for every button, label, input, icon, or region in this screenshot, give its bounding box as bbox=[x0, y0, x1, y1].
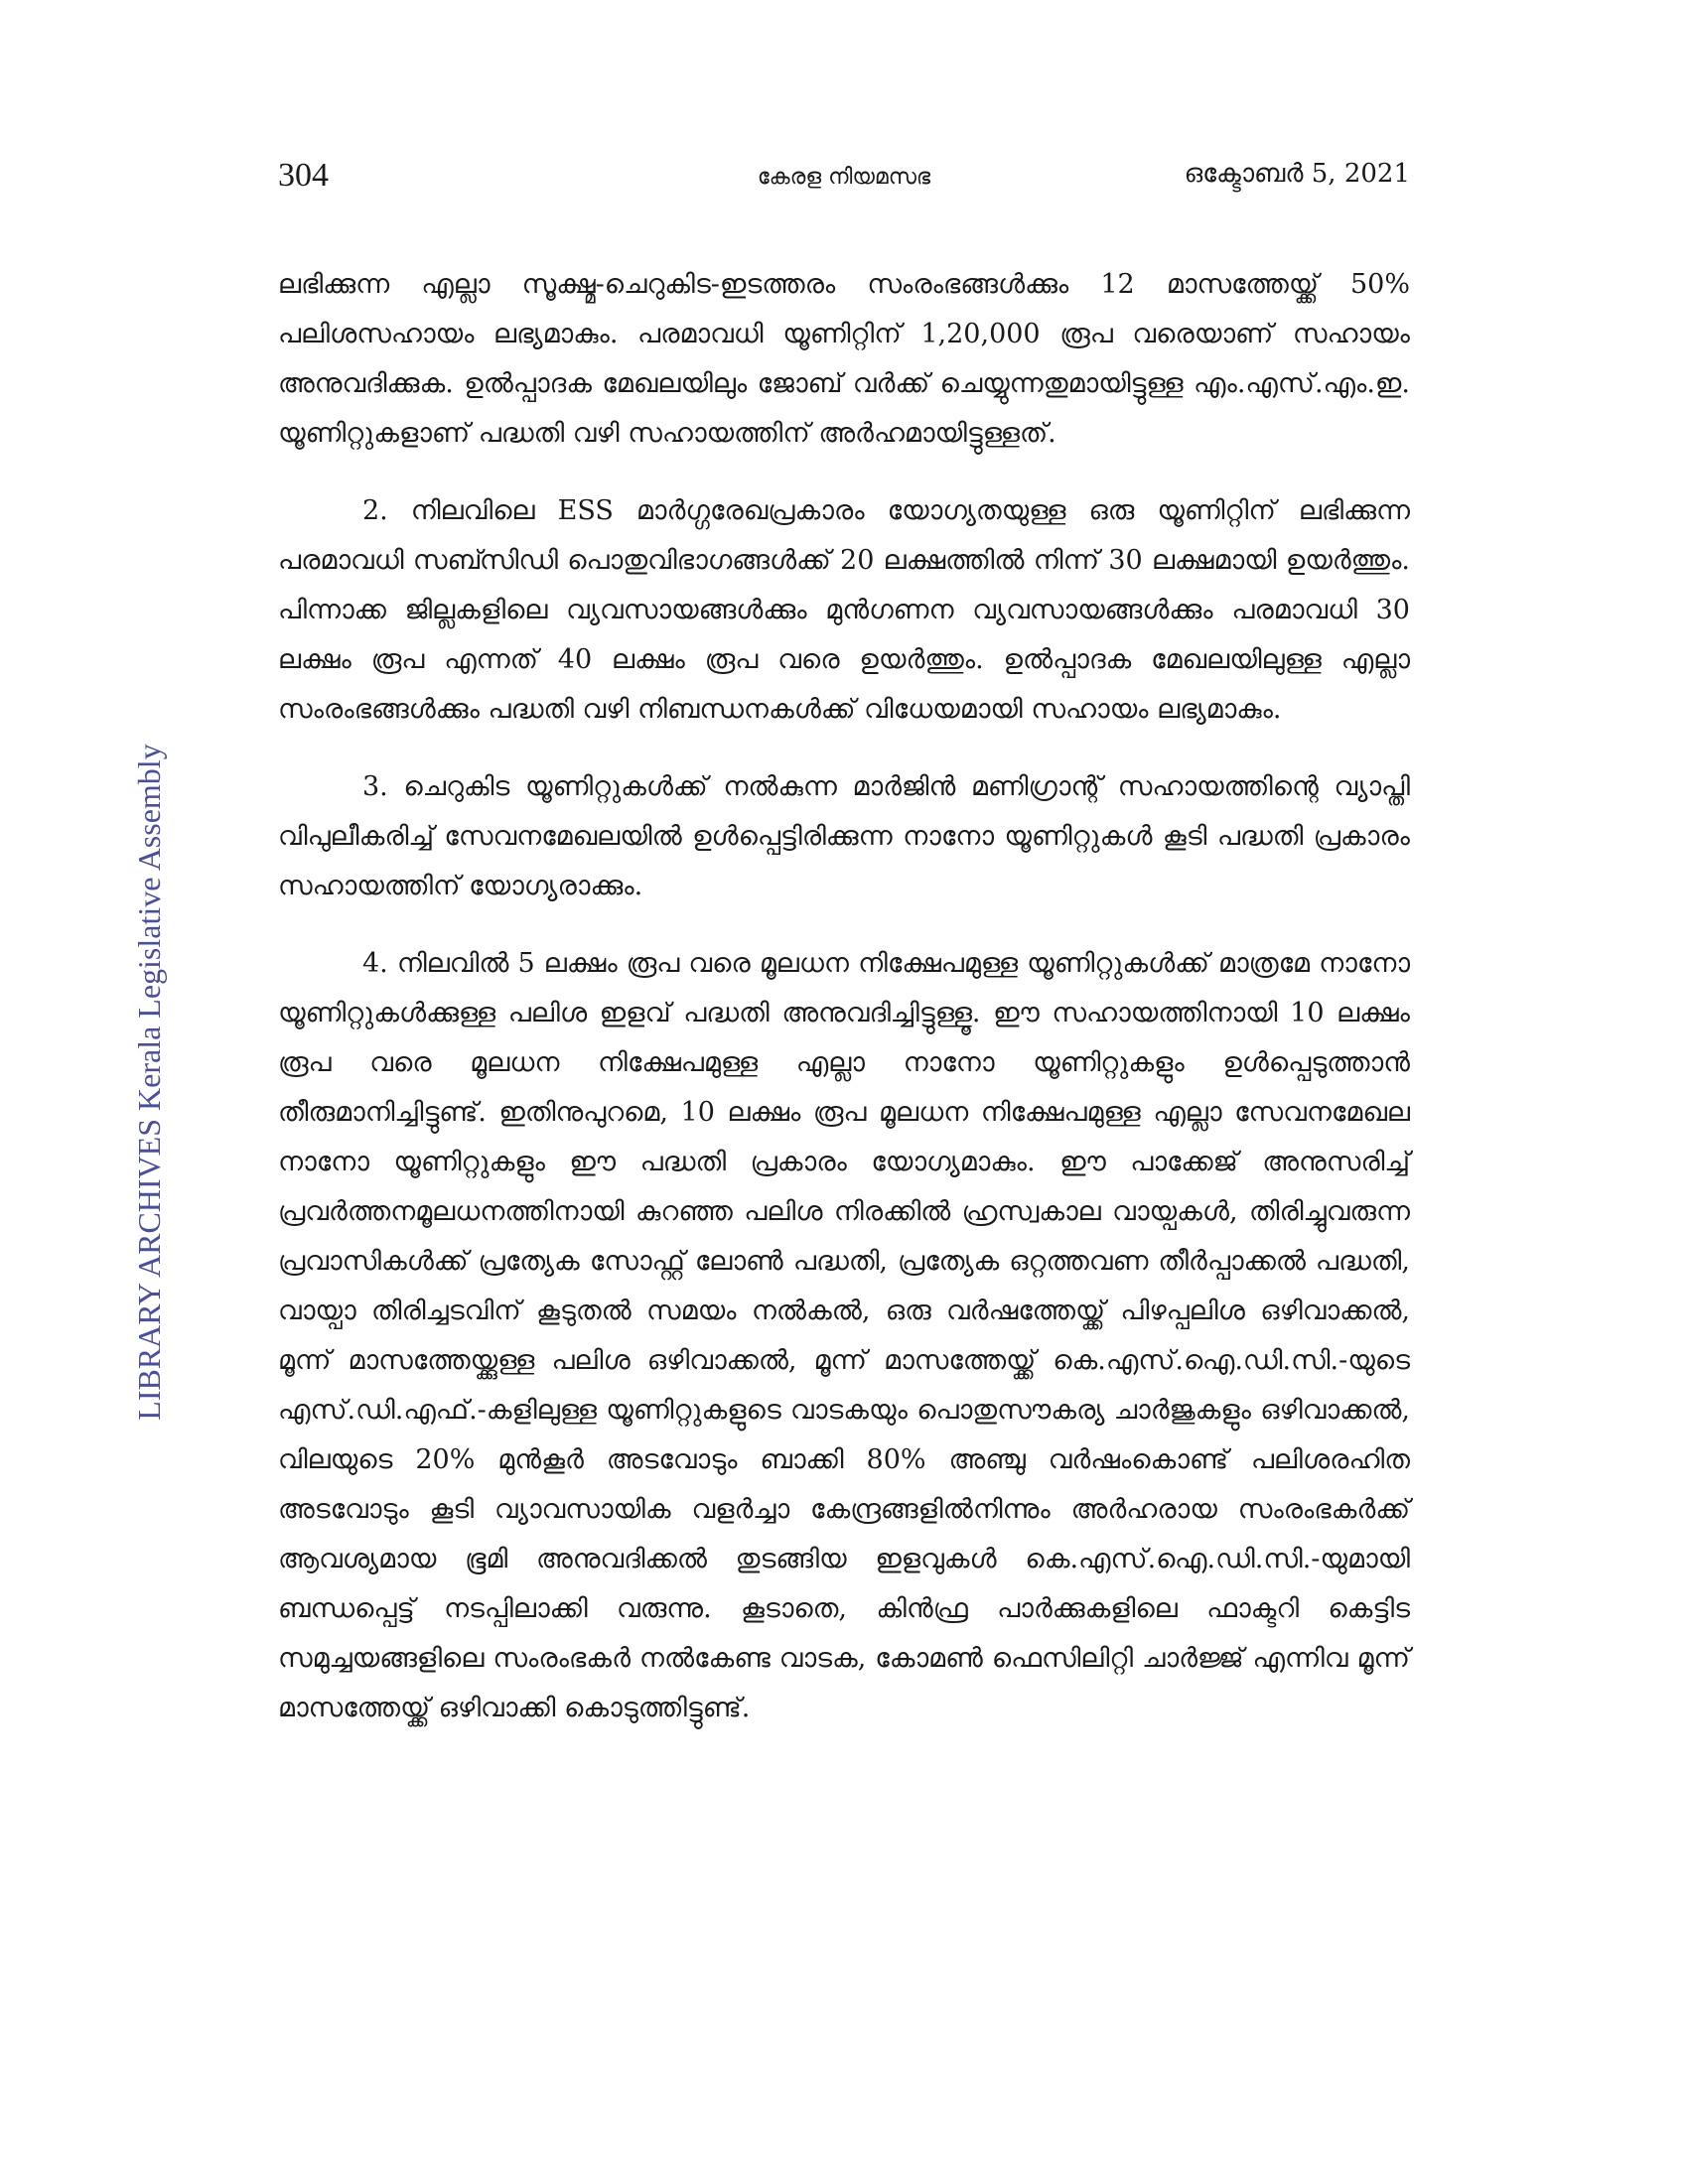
library-archives-watermark: LIBRARY ARCHIVES Kerala Legislative Assembly bbox=[131, 744, 167, 1421]
page-number: 304 bbox=[278, 157, 329, 194]
paragraph-point-3: 3. ചെറുകിട യൂണിറ്റുകൾക്ക് നൽകുന്ന മാർജിൻ മണിഗ്രാന്റ് സഹായത്തിന്റെ വ്യാപ്തി വിപുലീകരിച്ച് സേവനമേഖലയിൽ ഉൾപ്പെട്ടിരിക്കുന്ന നാനോ യൂണിറ്റുകൾ കൂടി പദ്ധതി പ്രകാരം സഹായത്തിന് യോഗ്യരാക്കും. bbox=[278, 771, 1410, 901]
assembly-name: കേരള നിയമസഭ bbox=[757, 165, 931, 190]
paragraph-point-4: 4. നിലവിൽ 5 ലക്ഷം രൂപ വരെ മൂലധന നിക്ഷേപമുള്ള യൂണിറ്റുകൾക്ക് മാത്രമേ നാനോ യൂണിറ്റുകൾക്കുള്ള പലിശ ഇളവ് പദ്ധതി അനുവദിച്ചിട്ടുള്ളൂ. ഈ സഹായത്തിനായി 10 ലക്ഷം രൂപ വരെ മൂലധന നിക്ഷേപമുള്ള എല്ലാ നാനോ യൂണിറ്റുകളും ഉൾപ്പെടുത്താൻ തീരുമാനിച്ചിട്ടുണ്ട്. ഇതിനുപുറമെ, 10 ലക്ഷം രൂപ മൂലധന നിക്ഷേപമുള്ള എല്ലാ സേവനമേഖല നാനോ യൂണിറ്റുകളും ഈ പദ്ധതി പ്രകാരം യോഗ്യമാകും. ഈ പാക്കേജ് അനുസരിച്ച് പ്രവർത്തനമൂലധനത്തിനായി കുറഞ്ഞ പലിശ നിരക്കിൽ ഹ്രസ്വകാല വായ്പകൾ, തിരിച്ചുവരുന്ന പ്രവാസികൾക്ക് പ്രത്യേക സോഫ്റ്റ് ലോൺ പദ്ധതി, പ്രത്യേക ഒറ്റത്തവണ തീർപ്പാക്കൽ പദ്ധതി, വായ്പാ തിരിച്ചടവിന് കൂടുതൽ സമയം നൽകൽ, ഒരു വർഷത്തേയ്ക്ക് പിഴപ്പലിശ ഒഴിവാക്കൽ, മൂന്ന് മാസത്തേയ്ക്കുള്ള പലിശ ഒഴിവാക്കൽ, മൂന്ന് മാസത്തേയ്ക്ക് കെ.എസ്.ഐ.ഡി.സി.-യുടെ എസ്.ഡി.എഫ്.-കളിലുള്ള യൂണിറ്റുകളുടെ വാടകയും പൊതുസൗകര്യ ചാർജുകളും ഒഴിവാക്കൽ, വിലയുടെ 20% മുൻകൂർ അടവോടും ബാക്കി 80% അഞ്ചു വർഷംകൊണ്ട് പലിശരഹിത അടവോടും കൂടി വ്യാവസായിക വളർച്ചാ കേന്ദ്രങ്ങളിൽനിന്നും അർഹരായ സംരംഭകർക്ക് ആവശ്യമായ ഭൂമി അനുവദിക്കൽ തുടങ്ങിയ ഇളവുകൾ കെ.എസ്.ഐ.ഡി.സി.-യുമായി ബന്ധപ്പെട്ട് നടപ്പിലാക്കി വരുന്നു. കൂടാതെ, കിൻഫ്ര പാർക്കുകളിലെ ഫാക്ടറി കെട്ടിട സമുച്ചയങ്ങളിലെ സംരംഭകർ നൽകേണ്ട വാടക, കോമൺ ഫെസിലിറ്റി ചാർജ്ജ് എന്നിവ മൂന്ന് മാസത്തേയ്ക്ക് ഒഴിവാക്കി കൊടുത്തിട്ടുണ്ട്. bbox=[278, 948, 1410, 1723]
page-header bbox=[278, 157, 1410, 206]
paragraph-continuation: ലഭിക്കുന്ന എല്ലാ സൂക്ഷ്മ-ചെറുകിട-ഇടത്തരം സംരംഭങ്ങൾക്കും 12 മാസത്തേയ്ക്ക് 50% പലിശസഹായം ലഭ്യമാകും. പരമാവധി യൂണിറ്റിന് 1,20,000 രൂപ വരെയാണ് സഹായം അനുവദിക്കുക. ഉൽപ്പാദക മേഖലയിലും ജോബ് വർക്ക് ചെയ്യുന്നതുമായിട്ടുള്ള എം.എസ്.എം.ഇ. യൂണിറ്റുകളാണ് പദ്ധതി വഴി സഹായത്തിന് അർഹമായിട്ടുള്ളത്. bbox=[278, 269, 1410, 449]
paragraph-point-2: 2. നിലവിലെ ESS മാർഗ്ഗരേഖപ്രകാരം യോഗ്യതയുള്ള ഒരു യൂണിറ്റിന് ലഭിക്കുന്ന പരമാവധി സബ്സിഡി പൊതുവിഭാഗങ്ങൾക്ക് 20 ലക്ഷത്തിൽ നിന്ന് 30 ലക്ഷമായി ഉയർത്തും. പിന്നാക്ക ജില്ലകളിലെ വ്യവസായങ്ങൾക്കും മുൻഗണന വ്യവസായങ്ങൾക്കും പരമാവധി 30 ലക്ഷം രൂപ എന്നത് 40 ലക്ഷം രൂപ വരെ ഉയർത്തും. ഉൽപ്പാദക മേഖലയിലുള്ള എല്ലാ സംരംഭങ്ങൾക്കും പദ്ധതി വഴി നിബന്ധനകൾക്ക് വിധേയമായി സഹായം ലഭ്യമാകും. bbox=[278, 495, 1410, 725]
document-body bbox=[278, 260, 1410, 1761]
header-date: ഒക്ടോബർ 5, 2021 bbox=[1184, 159, 1410, 189]
